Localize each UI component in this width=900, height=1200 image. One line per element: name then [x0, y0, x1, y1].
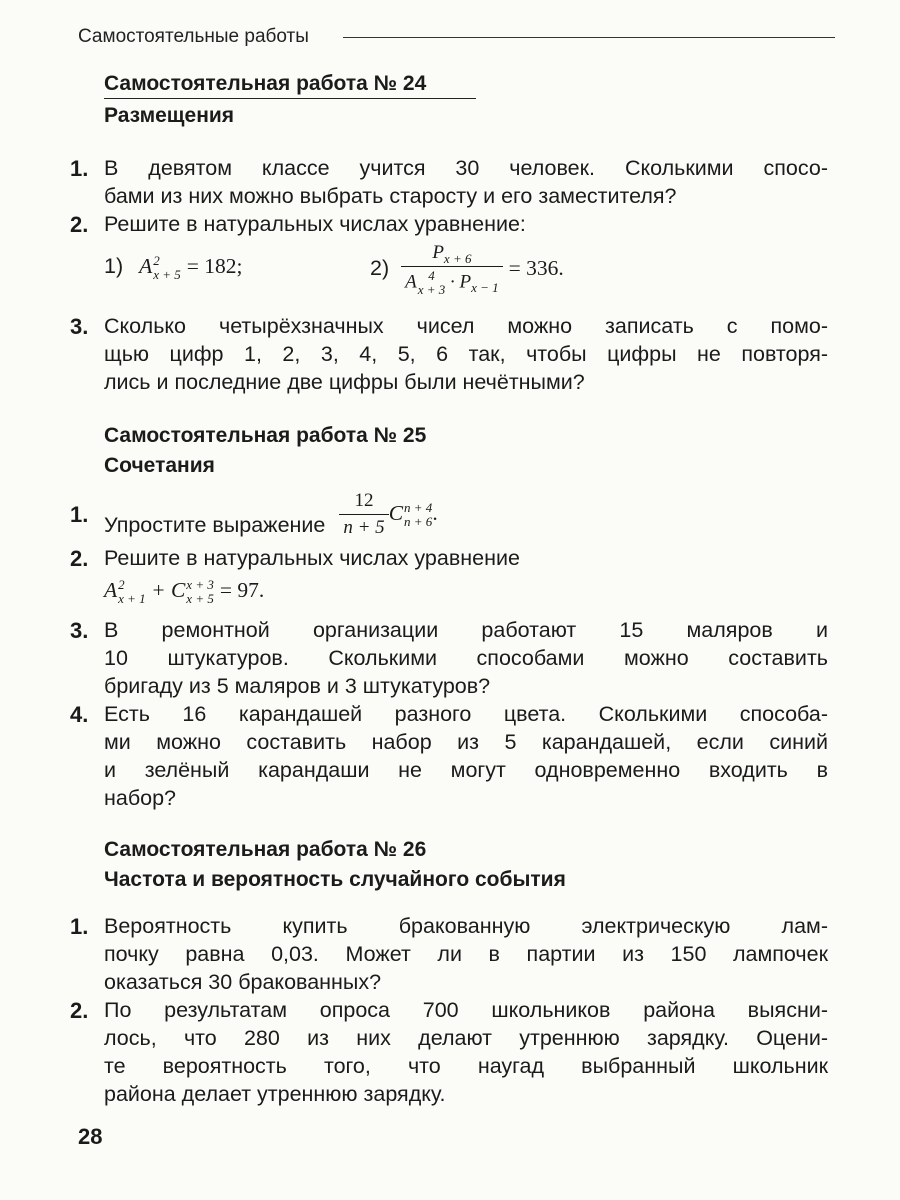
s25-p1-number: 1.: [70, 502, 89, 527]
s25-p4-line-2: ми можно составить набор из 5 карандашей, если синий: [104, 730, 828, 754]
s25-p3-line-1: В ремонтной организации работают 15 маляров и: [104, 618, 828, 642]
s25-p1-fraction: $\frac{12}{n + 5}$: [339, 490, 388, 539]
section-24-title-rule: [104, 98, 476, 99]
s26-p2-line-1: По результатам опроса 700 школьников района выясни-: [104, 998, 828, 1022]
s25-p2-number: 2.: [70, 546, 89, 571]
s25-p1-tail: .: [432, 501, 438, 526]
s25-p4-number: 4.: [70, 702, 89, 727]
s25-p1-text: Упростите выражение: [104, 513, 326, 538]
page-number: 28: [78, 1124, 103, 1149]
s24-p3-line-3: лись и последние две цифры были нечётными?: [104, 370, 585, 394]
s24-p2-formula-1-expr: A 2 x + 5: [139, 253, 181, 283]
s24-p2-formula-1-label: 1): [104, 254, 124, 278]
header-rule: [343, 37, 835, 38]
s26-p1-line-2: почку равна 0,03. Может ли в партии из 150 лампочек: [104, 942, 828, 966]
s25-p1-combination: C n + 4 n + 6: [388, 500, 433, 530]
s24-p2-formula-2-rhs: = 336.: [508, 256, 564, 281]
s24-p3-line-1: Сколько четырёхзначных чисел можно записать с помо-: [104, 314, 828, 338]
s25-p2-formula-expr: A 2 x + 1 + C x + 3 x + 5: [104, 577, 214, 607]
s24-p1-number: 1.: [70, 156, 89, 181]
s24-p2-formula-2-label: 2): [370, 256, 390, 281]
s25-p2-line-1: Решите в натуральных числах уравнение: [104, 546, 520, 570]
s25-p4-line-1: Есть 16 карандашей разного цвета. Сколькими способа-: [104, 702, 828, 726]
s26-p1-line-3: оказаться 30 бракованных?: [104, 970, 382, 994]
s26-p2-line-2: лось, что 280 из них делают утреннюю зарядку. Оцени-: [104, 1026, 828, 1050]
s25-p4-line-3: и зелёный карандаши не могут одновременно входить в: [104, 758, 828, 782]
s26-p2-line-3: те вероятность того, что наугад выбранный школьник: [104, 1054, 828, 1078]
s24-p2-line-1: Решите в натуральных числах уравнение:: [104, 212, 526, 236]
section-25-title: Самостоятельная работа № 25: [104, 424, 427, 447]
section-24-title: Самостоятельная работа № 24: [104, 72, 427, 95]
s24-p3-number: 3.: [70, 314, 89, 339]
s25-p2-formula-rhs: = 97.: [219, 578, 265, 602]
s24-p1-line-1: В девятом классе учится 30 человек. Сколькими спосо-: [104, 156, 828, 180]
s25-p4-line-4: набор?: [104, 786, 177, 810]
section-26-subtitle: Частота и вероятность случайного события: [104, 868, 566, 891]
s25-p3-line-2: 10 штукатуров. Сколькими способами можно составить: [104, 646, 828, 670]
s24-p2-formula-1-rhs: = 182;: [186, 254, 243, 278]
section-26-title: Самостоятельная работа № 26: [104, 838, 427, 861]
s24-p2-formula-2: [370, 242, 564, 297]
s25-p3-line-3: бригаду из 5 маляров и 3 штукатуров?: [104, 674, 491, 698]
s26-p1-line-1: Вероятность купить бракованную электрическую лам-: [104, 914, 828, 938]
s25-p2-formula: [104, 578, 264, 606]
s26-p2-number: 2.: [70, 998, 89, 1023]
section-25-subtitle: Сочетания: [104, 454, 215, 477]
s24-p2-formula-1: [104, 254, 243, 282]
s24-p3-line-2: щью цифр 1, 2, 3, 4, 5, 6 так, чтобы цифры не повторя-: [104, 342, 828, 366]
s24-p1-line-2: бами из них можно выбрать старосту и его заместителя?: [104, 184, 677, 208]
running-header: Самостоятельные работы: [78, 26, 309, 47]
s24-p2-formula-2-fraction: $P_{x + 6}$ A 4 x + 3 · $P_{x - 1}$: [401, 242, 503, 297]
s25-p1-line-1: [104, 490, 438, 539]
s26-p2-line-4: района делает утреннюю зарядку.: [104, 1082, 446, 1106]
s26-p1-number: 1.: [70, 914, 89, 939]
section-24-subtitle: Размещения: [104, 104, 235, 127]
s24-p2-number: 2.: [70, 212, 89, 237]
s25-p3-number: 3.: [70, 618, 89, 643]
